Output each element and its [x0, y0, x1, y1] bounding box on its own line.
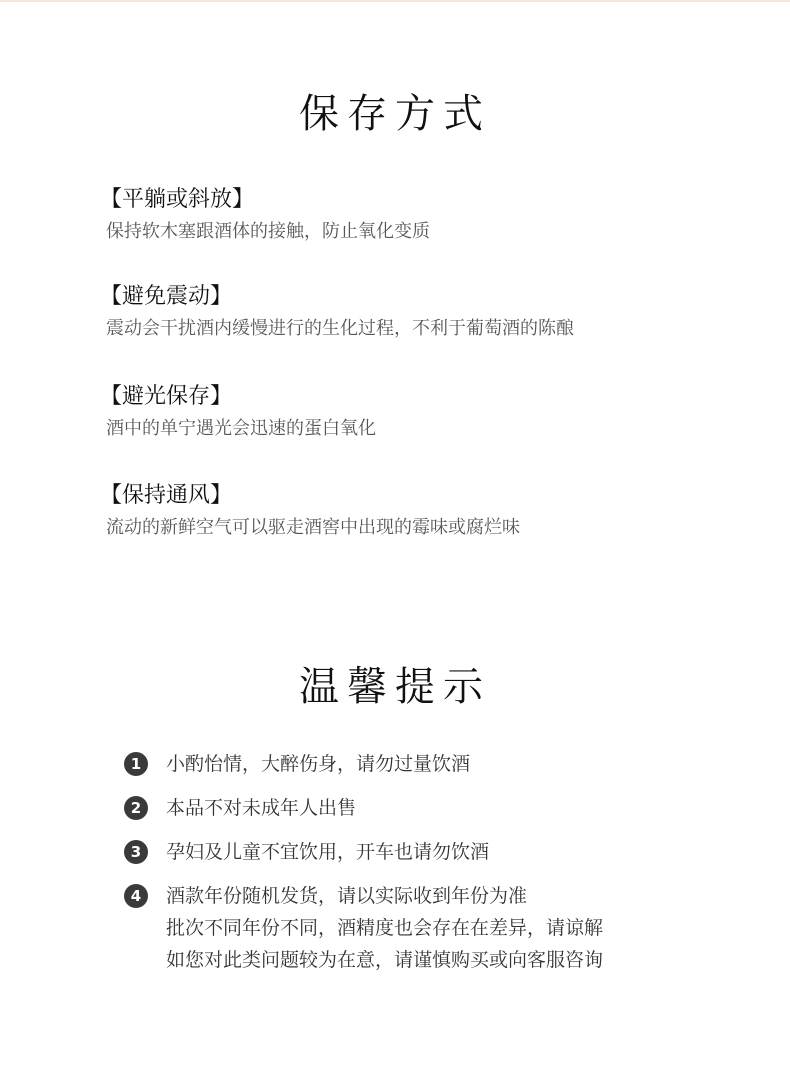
- tip-item: [124, 880, 724, 976]
- storage-section-title: 保存方式: [299, 91, 491, 137]
- storage-item: [100, 185, 740, 245]
- storage-item: [100, 481, 740, 541]
- tips-section-title: 温馨提示: [299, 664, 491, 710]
- storage-item-description: 流动的新鲜空气可以驱走酒窖中出现的霉味或腐烂味: [106, 517, 520, 538]
- tip-item: [124, 748, 724, 780]
- storage-item: [100, 382, 740, 442]
- tip-text: 孕妇及儿童不宜饮用，开车也请勿饮酒: [166, 841, 490, 863]
- storage-item-heading: 【平躺或斜放】: [100, 187, 255, 212]
- storage-item-heading: 【保持通风】: [100, 483, 233, 508]
- storage-item-description: 震动会干扰酒内缓慢进行的生化过程，不利于葡萄酒的陈酿: [106, 318, 574, 339]
- tip-text: 如您对此类问题较为在意，请谨慎购买或向客服咨询: [166, 949, 604, 971]
- tip-text: 本品不对未成年人出售: [166, 797, 357, 819]
- tip-text: 批次不同年份不同，酒精度也会存在在差异，请谅解: [166, 917, 604, 939]
- tip-text: 小酌怡情，大醉伤身，请勿过量饮酒: [166, 753, 471, 775]
- tip-text: 酒款年份随机发货，请以实际收到年份为准: [166, 885, 528, 907]
- tip-item: [124, 792, 724, 824]
- top-divider: [0, 0, 790, 2]
- storage-item: [100, 282, 740, 342]
- storage-item-description: 保持软木塞跟酒体的接触，防止氧化变质: [106, 221, 430, 242]
- tip-number-badge: 4: [124, 884, 148, 908]
- storage-item-description: 酒中的单宁遇光会迅速的蛋白氧化: [106, 418, 376, 439]
- tip-number-badge: 2: [124, 796, 148, 820]
- tip-item: [124, 836, 724, 868]
- storage-item-heading: 【避光保存】: [100, 384, 233, 409]
- tip-number-badge: 3: [124, 840, 148, 864]
- tip-number-badge: 1: [124, 752, 148, 776]
- storage-item-heading: 【避免震动】: [100, 284, 233, 309]
